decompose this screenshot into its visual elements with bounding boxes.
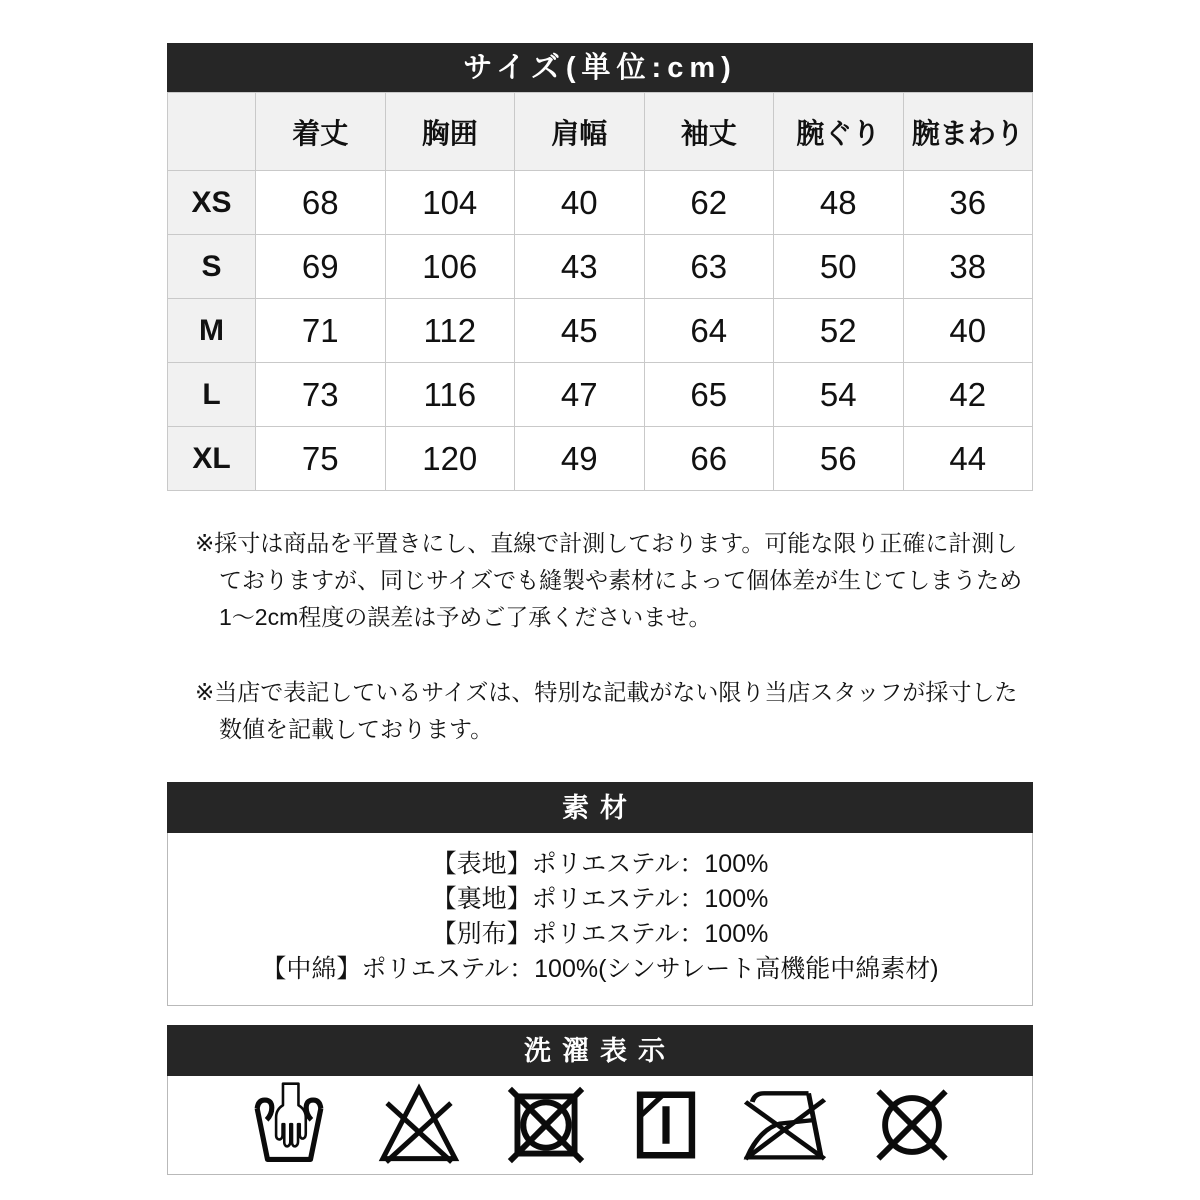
size-row-label: M: [168, 299, 256, 363]
measurement-cell: 106: [385, 235, 515, 299]
table-row: [168, 299, 1033, 363]
note-line: 数値を記載しております。: [219, 716, 494, 742]
measurement-notes: [167, 525, 1033, 748]
column-header: 胸囲: [385, 93, 515, 171]
measurement-cell: 45: [515, 299, 645, 363]
measurement-cell: 50: [774, 235, 904, 299]
do-not-iron-icon: [743, 1089, 827, 1161]
column-header: 腕ぐり: [774, 93, 904, 171]
do-not-tumble-dry-icon: [504, 1083, 588, 1167]
measurement-cell: 112: [385, 299, 515, 363]
material-box: [167, 833, 1033, 1006]
column-header: 腕まわり: [903, 93, 1033, 171]
material-line-lining: 【裏地】ポリエステル：100%: [431, 885, 769, 913]
measurement-cell: 54: [774, 363, 904, 427]
hand-wash-icon: [245, 1082, 333, 1168]
measurement-cell: 120: [385, 427, 515, 491]
note-line: ※当店で表記しているサイズは、特別な記載がない限り当店スタッフが採寸した: [195, 679, 1018, 705]
size-row-label: S: [168, 235, 256, 299]
corner-cell: [168, 93, 256, 171]
dry-in-shade-icon: [630, 1086, 702, 1164]
do-not-dry-clean-icon: [869, 1083, 955, 1167]
measurement-cell: 65: [644, 363, 774, 427]
measurement-cell: 40: [903, 299, 1033, 363]
material-line-padding: 【中綿】ポリエステル：100%(シンサレート高機能中綿素材): [261, 955, 939, 983]
measurement-cell: 69: [256, 235, 386, 299]
column-header: 肩幅: [515, 93, 645, 171]
measurement-cell: 49: [515, 427, 645, 491]
note-line: 1〜2cm程度の誤差は予めご了承くださいませ。: [219, 604, 712, 630]
measurement-cell: 68: [256, 171, 386, 235]
table-row: [168, 171, 1033, 235]
laundry-section-title: 洗濯表示: [524, 1036, 676, 1066]
note-line: ※採寸は商品を平置きにし、直線で計測しております。可能な限り正確に計測し: [195, 530, 1018, 556]
size-row-label: XL: [168, 427, 256, 491]
measurement-cell: 40: [515, 171, 645, 235]
measurement-cell: 38: [903, 235, 1033, 299]
size-row-label: XS: [168, 171, 256, 235]
measurement-cell: 42: [903, 363, 1033, 427]
measurement-cell: 75: [256, 427, 386, 491]
note-staff-measured: [195, 674, 1033, 748]
size-section-title: サイズ(単位:cm): [463, 52, 737, 84]
measurement-cell: 104: [385, 171, 515, 235]
measurement-cell: 73: [256, 363, 386, 427]
material-line-outer: 【表地】ポリエステル：100%: [431, 850, 769, 878]
measurement-cell: 62: [644, 171, 774, 235]
size-table-header-row: [168, 93, 1033, 171]
note-measurement-accuracy: [195, 525, 1033, 636]
table-row: [168, 363, 1033, 427]
table-row: [168, 235, 1033, 299]
measurement-cell: 47: [515, 363, 645, 427]
material-line-other: 【別布】ポリエステル：100%: [431, 920, 769, 948]
note-line: ておりますが、同じサイズでも縫製や素材によって個体差が生じてしまうため: [219, 567, 1023, 593]
measurement-cell: 44: [903, 427, 1033, 491]
content-column: [167, 0, 1033, 1175]
laundry-section: [167, 1025, 1033, 1175]
measurement-cell: 66: [644, 427, 774, 491]
material-section-title: 素材: [562, 793, 638, 823]
measurement-cell: 48: [774, 171, 904, 235]
measurement-cell: 36: [903, 171, 1033, 235]
material-section: [167, 782, 1033, 1006]
measurement-cell: 52: [774, 299, 904, 363]
material-section-header: [167, 782, 1033, 833]
measurement-cell: 64: [644, 299, 774, 363]
measurement-cell: 116: [385, 363, 515, 427]
measurement-cell: 56: [774, 427, 904, 491]
size-section-header: [167, 43, 1033, 92]
measurement-cell: 43: [515, 235, 645, 299]
measurement-cell: 63: [644, 235, 774, 299]
measurement-cell: 71: [256, 299, 386, 363]
do-not-bleach-icon: [375, 1083, 463, 1167]
column-header: 着丈: [256, 93, 386, 171]
size-table: [167, 92, 1033, 491]
column-header: 袖丈: [644, 93, 774, 171]
laundry-icons-row: [167, 1076, 1033, 1175]
table-row: [168, 427, 1033, 491]
size-row-label: L: [168, 363, 256, 427]
laundry-section-header: [167, 1025, 1033, 1076]
